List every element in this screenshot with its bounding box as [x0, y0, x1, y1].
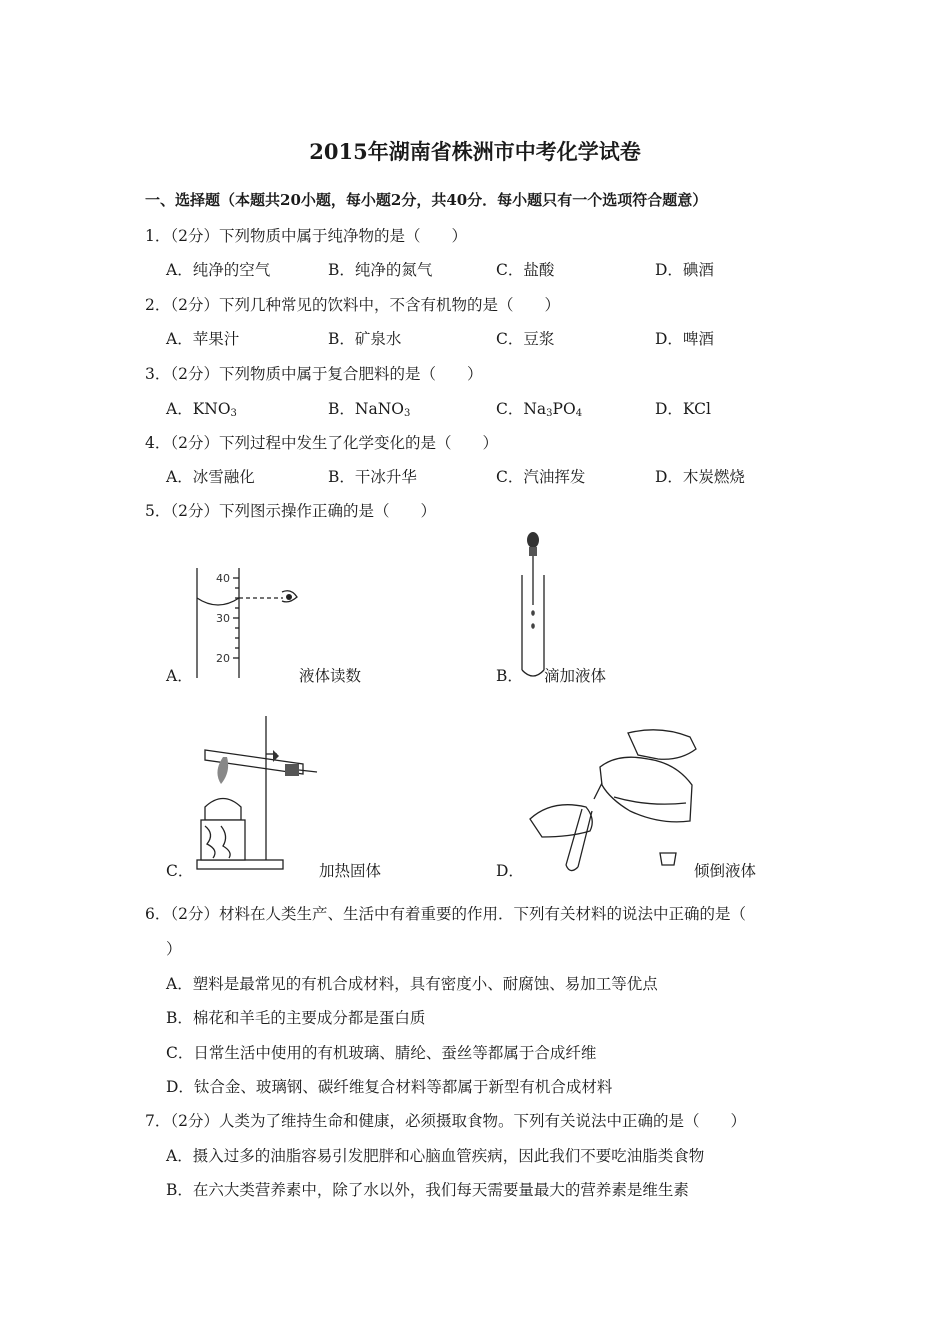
q5-caption-b: 滴加液体 [544, 667, 607, 685]
figure-cylinder-reading [185, 560, 315, 685]
q3-option-d: D．KCl [655, 400, 711, 418]
q5-option-d: D． [496, 862, 524, 880]
q3-option-b: B．NaNO$_3$ [328, 400, 411, 419]
q6-option-a: A．塑料是最常见的有机合成材料，具有密度小、耐腐蚀、易加工等优点 [166, 975, 658, 993]
q3-option-a: A．$KNO_3$ [166, 400, 237, 419]
q2-option-d: D．啤酒 [655, 330, 714, 348]
question-7-stem: 7．（2分）人类为了维持生命和健康，必须摄取食物。下列有关说法中正确的是（ ） [145, 1112, 746, 1130]
q5-option-c: C． [166, 862, 194, 880]
q5-caption-c: 加热固体 [319, 862, 382, 880]
q6-option-d: D．钛合金、玻璃钢、碳纤维复合材料等都属于新型有机合成材料 [166, 1078, 613, 1096]
scale-label-20: 20 [216, 652, 230, 665]
question-3-stem: 3．（2分）下列物质中属于复合肥料的是（ ） [145, 365, 483, 383]
q7-option-b: B．在六大类营养素中，除了水以外，我们每天需要量最大的营养素是维生素 [166, 1181, 689, 1199]
q1-option-b: B．纯净的氮气 [328, 261, 433, 279]
question-2-stem: 2．（2分）下列几种常见的饮料中，不含有机物的是（ ） [145, 296, 560, 314]
question-6-stem: 6．（2分）材料在人类生产、生活中有着重要的作用．下列有关材料的说法中正确的是（ [145, 905, 746, 923]
q2-option-c: C．豆浆 [496, 330, 555, 348]
q3-option-c: C．$Na_3PO_4$ [496, 400, 583, 419]
scale-label-30: 30 [216, 612, 230, 625]
q1-option-c: C．盐酸 [496, 261, 555, 279]
figure-dropper-test-tube [518, 530, 548, 685]
question-6-stem-cont: ） [166, 940, 182, 958]
q5-option-b: B． [496, 667, 523, 685]
q5-caption-d: 倾倒液体 [694, 862, 757, 880]
scale-label-40: 40 [216, 572, 230, 585]
q1-option-d: D．碘酒 [655, 261, 714, 279]
q2-option-a: A．苹果汁 [166, 330, 240, 348]
figure-heating-solid [193, 712, 323, 877]
question-5-stem: 5．（2分）下列图示操作正确的是（ ） [145, 502, 436, 520]
q5-caption-a: 液体读数 [299, 667, 362, 685]
q4-option-c: C．汽油挥发 [496, 468, 586, 486]
q6-option-c: C．日常生活中使用的有机玻璃、腈纶、蚕丝等都属于合成纤维 [166, 1044, 597, 1062]
q5-option-a: A． [166, 667, 193, 685]
question-4-stem: 4．（2分）下列过程中发生了化学变化的是（ ） [145, 434, 498, 452]
page-title: 2015年湖南省株洲市中考化学试卷 [309, 139, 641, 164]
question-1-stem: 1．（2分）下列物质中属于纯净物的是（ ） [145, 227, 467, 245]
q4-option-a: A．冰雪融化 [166, 468, 255, 486]
q4-option-b: B．干冰升华 [328, 468, 417, 486]
q1-option-a: A．纯净的空气 [166, 261, 271, 279]
section-heading: 一、选择题（本题共20小题，每小题2分，共40分．每小题只有一个选项符合题意） [145, 191, 708, 209]
figure-pouring-liquid [530, 725, 710, 875]
q2-option-b: B．矿泉水 [328, 330, 402, 348]
q4-option-d: D．木炭燃烧 [655, 468, 745, 486]
q7-option-a: A．摄入过多的油脂容易引发肥胖和心脑血管疾病，因此我们不要吃油脂类食物 [166, 1147, 705, 1165]
q6-option-b: B．棉花和羊毛的主要成分都是蛋白质 [166, 1009, 426, 1027]
